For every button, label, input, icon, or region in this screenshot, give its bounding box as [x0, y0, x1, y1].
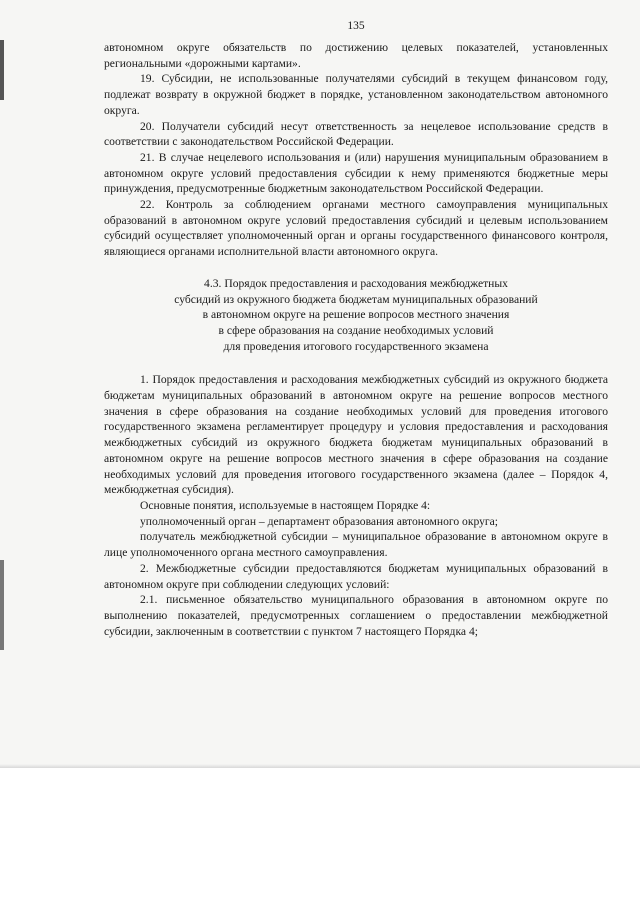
paragraph-item-21: 21. В случае нецелевого использования и (или) нарушения муниципальным образованием в автономном округе условий предоставления субсидии к нему применяются бюджетные меры принуждения, предусмотренные бюджетным законодательством Российской Федерации. [104, 150, 608, 196]
scan-edge-mark [0, 40, 4, 100]
paragraph-continuation: автономном округе обязательств по достижению целевых показателей, установленных региональными «дорожными картами». [104, 41, 608, 70]
paragraph-definition-recipient: получатель межбюджетной субсидии – муниципальное образование в автономном округе в лице уполномоченного органа местного самоуправления. [104, 530, 608, 560]
section-heading [104, 276, 608, 355]
paragraph-item-19: 19. Субсидии, не использованные получателями субсидий в текущем финансовом году, подлежат возврату в окружной бюджет в порядке, установленном законодательством автономного округа. [104, 72, 608, 117]
section-heading-line: в сфере образования на создание необходимых условий [218, 323, 494, 337]
section-heading-line: субсидий из окружного бюджета бюджетам муниципальных образований [174, 292, 538, 306]
paragraph-definition-authority: уполномоченный орган – департамент образования автономного округа; [140, 514, 499, 528]
page-number: 135 [347, 20, 365, 32]
section-heading-line: в автономном округе на решение вопросов местного значения [202, 308, 510, 322]
paragraph-item-2: 2. Межбюджетные субсидии предоставляются бюджетам муниципальных образований в автономном округе при соблюдении следующих условий: [104, 561, 608, 591]
document-body [104, 16, 608, 639]
section-heading-line: 4.3. Порядок предоставления и расходования межбюджетных [204, 276, 508, 290]
scan-edge-mark [0, 560, 4, 650]
paragraph-item-22: 22. Контроль за соблюдением органами местного самоуправления муниципальных образований в автономном округе условий предоставления субсидий и целевым использованием субсидий осуществляет уполномоченный орган и органы государственного финансового контроля, являющиеся органами исполнительной власти автономного округа. [104, 198, 608, 259]
paragraph-definitions-intro: Основные понятия, используемые в настоящем Порядке 4: [140, 498, 431, 512]
paragraph-item-2-1: 2.1. письменное обязательство муниципального образования в автономном округе по выполнению показателей, предусмотренных соглашением о предоставлении межбюджетной субсидии, заключенным в соответствии с пунктом 7 настоящего Порядка 4; [104, 593, 608, 638]
section-heading-line: для проведения итогового государственного экзамена [223, 339, 489, 353]
paragraph-item-20: 20. Получатели субсидий несут ответственность за нецелевое использование средств в соответствии с законодательством Российской Федерации. [104, 119, 608, 149]
paragraph-item-1: 1. Порядок предоставления и расходования межбюджетных субсидий из окружного бюджета бюджетам муниципальных образований в автономном округе на решение вопросов местного значения в сфере образования на создание необходимых условий для проведения итогового государственного экзамена регламентирует процедуру и условия предоставления и расходования межбюджетных субсидий из окружного бюджета бюджетам муниципальных образований в автономном округе на решение вопросов местного значения в сфере образования на создание необходимых условий для проведения итогового государственного экзамена (далее – Порядок 4, межбюджетная субсидия). [104, 373, 608, 497]
